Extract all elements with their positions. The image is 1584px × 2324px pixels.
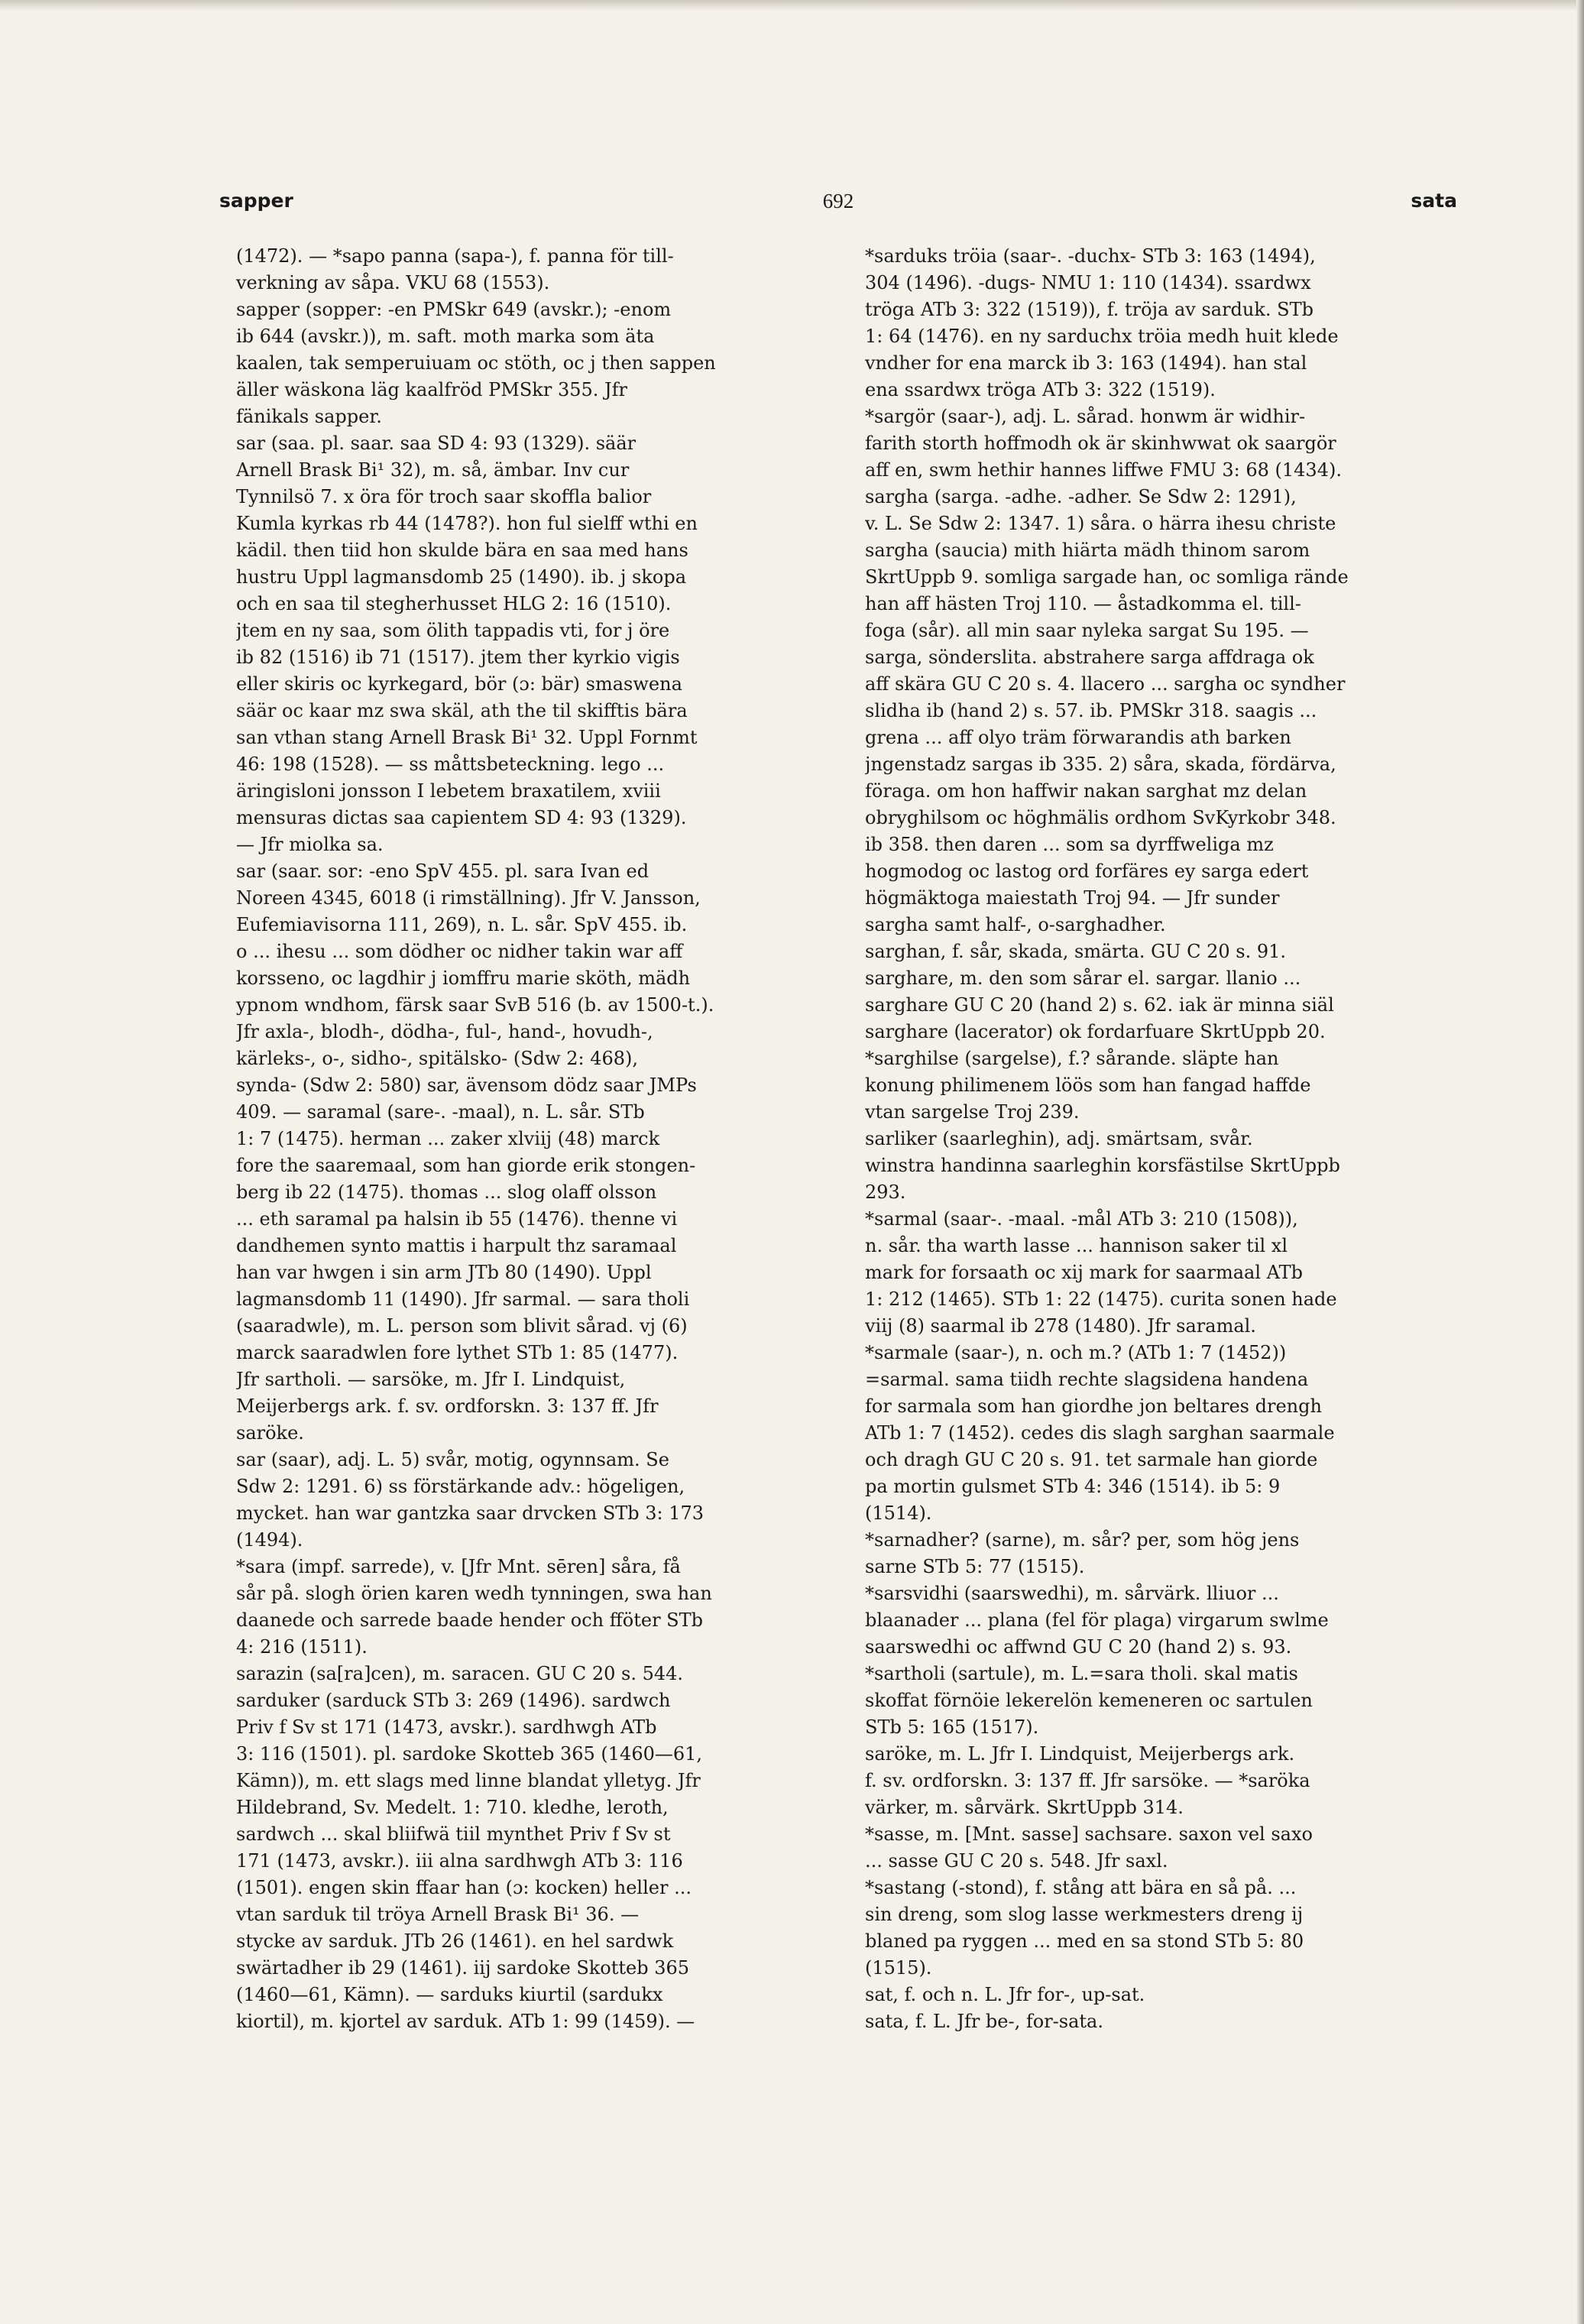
- dictionary-text-line: värker, m. sårvärk. SkrtUppb 314.: [865, 1797, 1184, 1818]
- dictionary-text-line: och dragh GU C 20 s. 91. tet sarmale han giorde: [865, 1449, 1318, 1470]
- dictionary-text-line: synda- (Sdw 2: 580) sar, ävensom dödz saar JMPs: [236, 1074, 697, 1096]
- dictionary-text-line: san vthan stang Arnell Brask Bi¹ 32. Uppl Fornmt: [236, 727, 698, 748]
- dictionary-text-line: Arnell Brask Bi¹ 32), m. så, ämbar. Inv cur: [236, 459, 630, 481]
- dictionary-text-line: sin dreng, som slog lasse werkmesters dreng ij: [865, 1904, 1304, 1925]
- dictionary-text-line: sarga, sönderslita. abstrahere sarga affdraga ok: [865, 647, 1314, 668]
- dictionary-text-line: (1494).: [236, 1529, 303, 1551]
- dictionary-text-line: (saaradwle), m. L. person som blivit sårad. vj (6): [236, 1315, 688, 1337]
- dictionary-text-line: STb 5: 165 (1517).: [865, 1716, 1039, 1738]
- dictionary-text-line: skoffat förnöie lekerelön kemeneren oc sartulen: [865, 1690, 1313, 1711]
- dictionary-text-line: och en saa til stegherhusset HLG 2: 16 (1510).: [236, 593, 672, 614]
- dictionary-text-line: (1472). — *sapo panna (sapa-), f. panna för till-: [236, 245, 674, 267]
- dictionary-text-line: 46: 198 (1528). — ss måttsbeteckning. lego ...: [236, 754, 665, 775]
- dictionary-text-line: winstra handinna saarleghin korsfästilse SkrtUppb: [865, 1155, 1340, 1176]
- dictionary-text-line: sarliker (saarleghin), adj. smärtsam, svår.: [865, 1128, 1253, 1149]
- dictionary-text-line: Sdw 2: 1291. 6) ss förstärkande adv.: högeligen,: [236, 1476, 685, 1497]
- dictionary-text-line: foga (sår). all min saar nyleka sargat Su 195. —: [865, 620, 1309, 641]
- dictionary-text-line: fänikals sapper.: [236, 406, 382, 427]
- dictionary-text-line: Hildebrand, Sv. Medelt. 1: 710. kledhe, leroth,: [236, 1797, 669, 1818]
- dictionary-text-line: saarswedhi oc affwnd GU C 20 (hand 2) s. 93.: [865, 1636, 1292, 1658]
- dictionary-text-line: saröke.: [236, 1422, 304, 1444]
- dictionary-text-line: *sastang (-stond), f. stång att bära en så på. ...: [865, 1877, 1297, 1898]
- dictionary-text-line: sarghan, f. sår, skada, smärta. GU C 20 s. 91.: [865, 941, 1287, 962]
- guide-word-right: sata: [1411, 190, 1457, 212]
- dictionary-text-line: ib 82 (1516) ib 71 (1517). jtem ther kyrkio vigis: [236, 647, 680, 668]
- dictionary-text-line: *sarmal (saar-. -maal. -mål ATb 3: 210 (1508)),: [865, 1208, 1298, 1230]
- dictionary-text-line: *sargör (saar-), adj. L. sårad. honwm är widhir-: [865, 406, 1306, 427]
- dictionary-text-line: sarne STb 5: 77 (1515).: [865, 1556, 1085, 1577]
- dictionary-text-line: ena ssardwx tröga ATb 3: 322 (1519).: [865, 379, 1216, 400]
- dictionary-text-line: berg ib 22 (1475). thomas ... slog olaff olsson: [236, 1181, 657, 1203]
- dictionary-text-line: Priv f Sv st 171 (1473, avskr.). sardhwgh ATb: [236, 1716, 657, 1738]
- dictionary-text-line: sar (saar), adj. L. 5) svår, motig, ogynnsam. Se: [236, 1449, 669, 1470]
- page-scan-edge-right: [1576, 0, 1584, 2324]
- dictionary-text-line: marck saaradwlen fore lythet STb 1: 85 (1477).: [236, 1342, 679, 1363]
- dictionary-text-line: grena ... aff olyo träm förwarandis ath barken: [865, 727, 1291, 748]
- dictionary-text-line: *sarduks tröia (saar-. -duchx- STb 3: 163 (1494),: [865, 245, 1316, 267]
- left-column: [236, 243, 821, 2035]
- dictionary-text-line: Kumla kyrkas rb 44 (1478?). hon ful sielff wthi en: [236, 513, 698, 534]
- dictionary-text-line: ib 644 (avskr.)), m. saft. moth marka som äta: [236, 326, 655, 347]
- dictionary-text-line: korsseno, oc lagdhir j iomffru marie sköth, mädh: [236, 968, 691, 989]
- dictionary-text-line: (1460—61, Kämn). — sarduks kiurtil (sardukx: [236, 1984, 663, 2005]
- dictionary-text-line: fore the saaremaal, som han giorde erik stongen-: [236, 1155, 696, 1176]
- dictionary-text-line: sargha samt half-, o-sarghadher.: [865, 914, 1166, 935]
- dictionary-text-line: Kämn)), m. ett slags med linne blandat ylletyg. Jfr: [236, 1770, 701, 1791]
- dictionary-text-line: kaalen, tak semperuiuam oc stöth, oc j then sappen: [236, 352, 716, 374]
- dictionary-text-line: föraga. om hon haffwir nakan sarghat mz delan: [865, 780, 1307, 802]
- dictionary-text-line: 409. — saramal (sare-. -maal), n. L. sår. STb: [236, 1101, 645, 1123]
- dictionary-text-line: aff skära GU C 20 s. 4. llacero ... sargha oc syndher: [865, 673, 1346, 695]
- dictionary-text-line: sarghare, m. den som sårar el. sargar. llanio ...: [865, 968, 1301, 989]
- dictionary-text-line: sarghare (lacerator) ok fordarfuare SkrtUppb 20.: [865, 1021, 1326, 1042]
- dictionary-text-line: v. L. Se Sdw 2: 1347. 1) såra. o härra ihesu christe: [865, 513, 1336, 534]
- dictionary-text-line: sardwch ... skal bliifwä tiil mynthet Priv f Sv st: [236, 1823, 671, 1845]
- dictionary-text-line: sar (saar. sor: -eno SpV 455. pl. sara Ivan ed: [236, 861, 649, 882]
- dictionary-text-line: blaanader ... plana (fel för plaga) virgarum swlme: [865, 1609, 1329, 1631]
- dictionary-text-line: vtan sargelse Troj 239.: [865, 1101, 1080, 1123]
- dictionary-text-line: ypnom wndhom, färsk saar SvB 516 (b. av 1500-t.).: [236, 994, 714, 1016]
- dictionary-text-line: 3: 116 (1501). pl. sardoke Skotteb 365 (1460—61,: [236, 1743, 703, 1765]
- dictionary-text-line: slidha ib (hand 2) s. 57. ib. PMSkr 318. saagis ...: [865, 700, 1317, 721]
- dictionary-text-line: verkning av såpa. VKU 68 (1553).: [236, 272, 550, 293]
- dictionary-text-line: blaned pa ryggen ... med en sa stond STb 5: 80: [865, 1930, 1304, 1952]
- dictionary-text-line: =sarmal. sama tiidh rechte slagsidena handena: [865, 1369, 1309, 1390]
- dictionary-text-line: kärleks-, o-, sidho-, spitälsko- (Sdw 2: 468),: [236, 1048, 639, 1069]
- dictionary-text-line: pa mortin gulsmet STb 4: 346 (1514). ib 5: 9: [865, 1476, 1281, 1497]
- page-number: 692: [822, 190, 854, 212]
- dictionary-text-line: Jfr axla-, blodh-, dödha-, ful-, hand-, hovudh-,: [236, 1021, 653, 1042]
- dictionary-text-line: dandhemen synto mattis i harpult thz saramaal: [236, 1235, 677, 1256]
- dictionary-text-line: ib 358. then daren ... som sa dyrffweliga mz: [865, 834, 1274, 855]
- dictionary-text-line: 1: 212 (1465). STb 1: 22 (1475). curita sonen hade: [865, 1288, 1337, 1310]
- dictionary-text-line: 1: 7 (1475). herman ... zaker xlviij (48) marck: [236, 1128, 660, 1149]
- dictionary-text-line: han var hwgen i sin arm JTb 80 (1490). Uppl: [236, 1262, 652, 1283]
- dictionary-text-line: kädil. then tiid hon skulde bära en saa med hans: [236, 540, 688, 561]
- dictionary-text-line: mycket. han war gantzka saar drvcken STb 3: 173: [236, 1502, 705, 1524]
- dictionary-text-line: Tynnilsö 7. x öra för troch saar skoffla balior: [236, 486, 652, 507]
- dictionary-text-line: tröga ATb 3: 322 (1519)), f. tröja av sarduk. STb: [865, 299, 1314, 320]
- dictionary-text-line: aff en, swm hethir hannes liffwe FMU 3: 68 (1434).: [865, 459, 1342, 481]
- dictionary-text-line: farith storth hoffmodh ok är skinhwwat ok saargör: [865, 433, 1336, 454]
- dictionary-text-line: sat, f. och n. L. Jfr for-, up-sat.: [865, 1984, 1145, 2005]
- dictionary-text-line: 171 (1473, avskr.). iii alna sardhwgh ATb 3: 116: [236, 1850, 683, 1872]
- dictionary-text-line: han aff hästen Troj 110. — åstadkomma el. till-: [865, 593, 1301, 614]
- dictionary-text-line: Eufemiavisorna 111, 269), n. L. sår. SpV 455. ib.: [236, 914, 688, 935]
- dictionary-text-line: *sara (impf. sarrede), v. [Jfr Mnt. sēren] såra, få: [236, 1556, 681, 1577]
- dictionary-text-line: *sartholi (sartule), m. L.=sara tholi. skal matis: [865, 1663, 1298, 1684]
- dictionary-text-line: hogmodog oc lastog ord forfäres ey sarga edert: [865, 861, 1309, 882]
- dictionary-text-line: Jfr sartholi. — sarsöke, m. Jfr I. Lindquist,: [236, 1369, 626, 1390]
- dictionary-text-line: obryghilsom oc höghmälis ordhom SvKyrkobr 348.: [865, 807, 1336, 828]
- dictionary-text-line: eller skiris oc kyrkegard, bör (ɔ: bär) smaswena: [236, 673, 682, 695]
- dictionary-text-line: hustru Uppl lagmansdomb 25 (1490). ib. j skopa: [236, 566, 687, 588]
- dictionary-text-line: 4: 216 (1511).: [236, 1636, 368, 1658]
- dictionary-text-line: sata, f. L. Jfr be-, for-sata.: [865, 2011, 1103, 2032]
- dictionary-text-line: swärtadher ib 29 (1461). iij sardoke Skotteb 365: [236, 1957, 690, 1979]
- dictionary-text-line: 293.: [865, 1181, 906, 1203]
- dictionary-text-line: ... sasse GU C 20 s. 548. Jfr saxl.: [865, 1850, 1168, 1872]
- dictionary-text-line: ATb 1: 7 (1452). cedes dis slagh sarghan saarmale: [865, 1422, 1335, 1444]
- dictionary-text-line: saröke, m. L. Jfr I. Lindquist, Meijerbergs ark.: [865, 1743, 1295, 1765]
- dictionary-text-line: n. sår. tha warth lasse ... hannison saker til xl: [865, 1235, 1288, 1256]
- dictionary-text-line: högmäktoga maiestath Troj 94. — Jfr sunder: [865, 887, 1280, 909]
- dictionary-text-line: mark for forsaath oc xij mark for saarmaal ATb: [865, 1262, 1304, 1283]
- dictionary-text-line: sarduker (sarduck STb 3: 269 (1496). sardwch: [236, 1690, 671, 1711]
- page-scan-edge-top: [0, 0, 1584, 11]
- dictionary-text-line: sargha (sarga. -adhe. -adher. Se Sdw 2: 1291),: [865, 486, 1297, 507]
- dictionary-text-line: jtem en ny saa, som ölith tappadis vti, for j öre: [236, 620, 670, 641]
- dictionary-text-line: SkrtUppb 9. somliga sargade han, oc somliga rände: [865, 566, 1349, 588]
- dictionary-text-line: sarghare GU C 20 (hand 2) s. 62. iak är minna siäl: [865, 994, 1334, 1016]
- right-column: [865, 243, 1450, 2035]
- dictionary-text-line: konung philimenem löös som han fangad haffde: [865, 1074, 1311, 1096]
- dictionary-text-line: äller wäskona läg kaalfröd PMSkr 355. Jfr: [236, 379, 627, 400]
- dictionary-text-line: kiortil), m. kjortel av sarduk. ATb 1: 99 (1459). —: [236, 2011, 695, 2032]
- dictionary-text-line: *sarmale (saar-), n. och m.? (ATb 1: 7 (1452)): [865, 1342, 1287, 1363]
- dictionary-text-line: säär oc kaar mz swa skäl, ath the til skifftis bära: [236, 700, 688, 721]
- dictionary-text-line: o ... ihesu ... som dödher oc nidher takin war aff: [236, 941, 683, 962]
- dictionary-text-line: for sarmala som han giordhe jon beltares drengh: [865, 1395, 1322, 1417]
- dictionary-text-line: äringisloni jonsson I lebetem braxatilem, xviii: [236, 780, 661, 802]
- dictionary-text-line: sarazin (sa[ra]cen), m. saracen. GU C 20 s. 544.: [236, 1663, 684, 1684]
- dictionary-text-line: *sarsvidhi (saarswedhi), m. sårvärk. lliuor ...: [865, 1583, 1279, 1604]
- dictionary-text-line: sargha (saucia) mith hiärta mädh thinom sarom: [865, 540, 1310, 561]
- guide-word-left: sapper: [219, 190, 293, 212]
- dictionary-text-line: Meijerbergs ark. f. sv. ordforskn. 3: 137 ff. Jfr: [236, 1395, 659, 1417]
- dictionary-text-line: daanede och sarrede baade hender och fföter STb: [236, 1609, 703, 1631]
- dictionary-text-line: stycke av sarduk. JTb 26 (1461). en hel sardwk: [236, 1930, 674, 1952]
- dictionary-text-line: *sarnadher? (sarne), m. sår? per, som hög jens: [865, 1529, 1300, 1551]
- dictionary-text-line: vtan sarduk til tröya Arnell Brask Bi¹ 36. —: [236, 1904, 640, 1925]
- dictionary-text-line: 1: 64 (1476). en ny sarduchx tröia medh huit klede: [865, 326, 1339, 347]
- dictionary-text-line: *sarghilse (sargelse), f.? sårande. släpte han: [865, 1048, 1279, 1069]
- dictionary-text-line: lagmansdomb 11 (1490). Jfr sarmal. — sara tholi: [236, 1288, 690, 1310]
- dictionary-text-line: sår på. slogh örien karen wedh tynningen, swa han: [236, 1583, 712, 1604]
- dictionary-text-line: *sasse, m. [Mnt. sasse] sachsare. saxon vel saxo: [865, 1823, 1313, 1845]
- dictionary-text-line: sar (saa. pl. saar. saa SD 4: 93 (1329). säär: [236, 433, 637, 454]
- dictionary-text-line: — Jfr miolka sa.: [236, 834, 384, 855]
- dictionary-text-line: ... eth saramal pa halsin ib 55 (1476). thenne vi: [236, 1208, 678, 1230]
- running-head: [219, 190, 1457, 220]
- dictionary-text-line: (1515).: [865, 1957, 932, 1979]
- dictionary-text-line: (1514).: [865, 1502, 932, 1524]
- dictionary-text-line: (1501). engen skin ffaar han (ɔ: kocken) heller ...: [236, 1877, 692, 1898]
- dictionary-text-line: vndher for ena marck ib 3: 163 (1494). han stal: [865, 352, 1307, 374]
- dictionary-text-line: 304 (1496). -dugs- NMU 1: 110 (1434). ssardwx: [865, 272, 1311, 293]
- dictionary-text-line: mensuras dictas saa capientem SD 4: 93 (1329).: [236, 807, 687, 828]
- dictionary-text-line: viij (8) saarmal ib 278 (1480). Jfr saramal.: [865, 1315, 1256, 1337]
- dictionary-text-line: Noreen 4345, 6018 (i rimställning). Jfr V. Jansson,: [236, 887, 701, 909]
- dictionary-text-line: f. sv. ordforskn. 3: 137 ff. Jfr sarsöke. — *saröka: [865, 1770, 1310, 1791]
- dictionary-text-line: sapper (sopper: -en PMSkr 649 (avskr.); -enom: [236, 299, 672, 320]
- dictionary-text-line: jngenstadz sargas ib 335. 2) såra, skada, fördärva,: [865, 754, 1336, 775]
